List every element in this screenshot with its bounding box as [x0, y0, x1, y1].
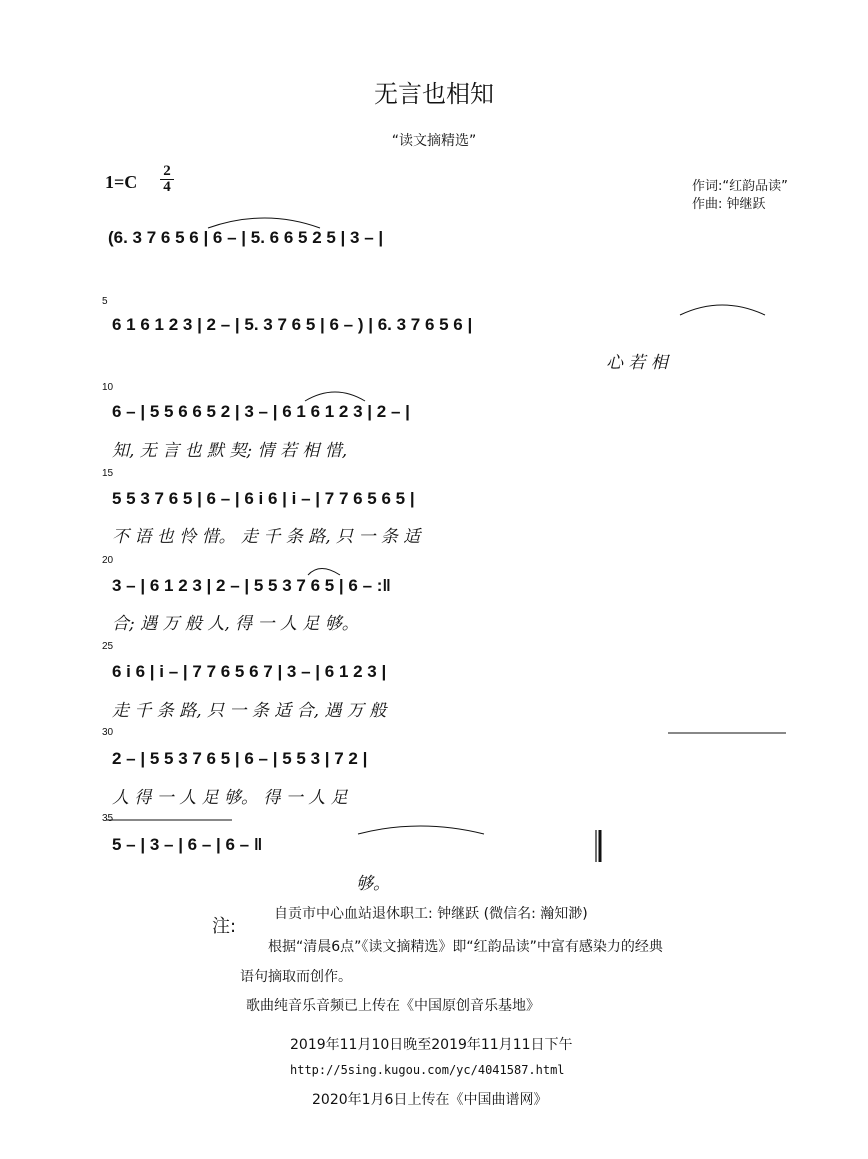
notation-row: (6. 3 7 6 5 6 | 6 – | 5. 6 6 5 2 5 | 3 – |: [108, 228, 384, 247]
slur: [208, 218, 320, 228]
note-label: 注:: [212, 916, 237, 937]
lyrics-row: 够。: [356, 874, 390, 894]
notation-row: 6 1 6 1 2 3 | 2 – | 5. 3 7 6 5 | 6 – ) | 6. 3 7 6 5 6 |: [112, 315, 473, 334]
key-signature: 1=C: [105, 172, 138, 192]
song-subtitle: “读文摘精选”: [391, 133, 477, 149]
notation-row: 2 – | 5 5 3 7 6 5 | 6 – | 5 5 3 | 7 2 |: [112, 749, 368, 768]
footer-line: 语句摘取而创作。: [240, 969, 352, 985]
notation-row: 6 i 6 | i – | 7 7 6 5 6 7 | 3 – | 6 1 2 3 |: [112, 662, 387, 681]
measure-number: 35: [102, 813, 114, 824]
footer-url: http://5sing.kugou.com/yc/4041587.html: [290, 1063, 565, 1077]
measure-number: 20: [102, 555, 114, 566]
lyrics-row: 合; 遇 万 般 人, 得 一 人 足 够。: [112, 614, 359, 634]
footer-line: 自贡市中心血站退休职工: 钟继跃 (微信名: 瀚知渺): [274, 906, 588, 922]
lyricist-credit: 作词:“红韵品读”: [692, 179, 788, 194]
measure-number: 5: [102, 296, 108, 307]
slur: [308, 569, 340, 576]
time-signature-top: 2: [163, 163, 171, 179]
lyrics-row: 不 语 也 怜 惜。 走 千 条 路, 只 一 条 适: [112, 527, 421, 547]
song-title: 无言也相知: [374, 80, 494, 108]
footer-line: 2019年11月10日晚至2019年11月11日下午: [290, 1037, 573, 1053]
slur: [680, 305, 765, 315]
notation-row: 3 – | 6 1 2 3 | 2 – | 5 5 3 7 6 5 | 6 – :‖: [112, 576, 391, 595]
lyrics-row: 知, 无 言 也 默 契; 情 若 相 惜,: [112, 441, 348, 461]
composer-credit: 作曲: 钟继跃: [692, 197, 766, 212]
footer-line: 根据“清晨6点”《读文摘精选》即“红韵品读”中富有感染力的经典: [268, 939, 663, 955]
measure-number: 30: [102, 727, 114, 738]
slur: [305, 392, 365, 401]
lyrics-row: 心 若 相: [606, 353, 668, 373]
tie: [358, 826, 484, 834]
measure-number: 25: [102, 641, 114, 652]
time-signature-bottom: 4: [163, 179, 171, 195]
notation-row: 5 5 3 7 6 5 | 6 – | 6 i 6 | i – | 7 7 6 5 6 5 |: [112, 489, 415, 508]
measure-number: 10: [102, 382, 114, 393]
notation-row: 6 – | 5 5 6 6 5 2 | 3 – | 6 1 6 1 2 3 | 2 – |: [112, 402, 410, 421]
notation-row: 5 – | 3 – | 6 – | 6 – ‖: [112, 835, 263, 854]
lyrics-row: 走 千 条 路, 只 一 条 适 合, 遇 万 般: [112, 701, 387, 721]
footer-line: 歌曲纯音乐音频已上传在《中国原创音乐基地》: [246, 998, 540, 1014]
measure-number: 15: [102, 468, 114, 479]
footer-line: 2020年1月6日上传在《中国曲谱网》: [312, 1092, 548, 1108]
lyrics-row: 人 得 一 人 足 够。 得 一 人 足: [112, 788, 348, 808]
